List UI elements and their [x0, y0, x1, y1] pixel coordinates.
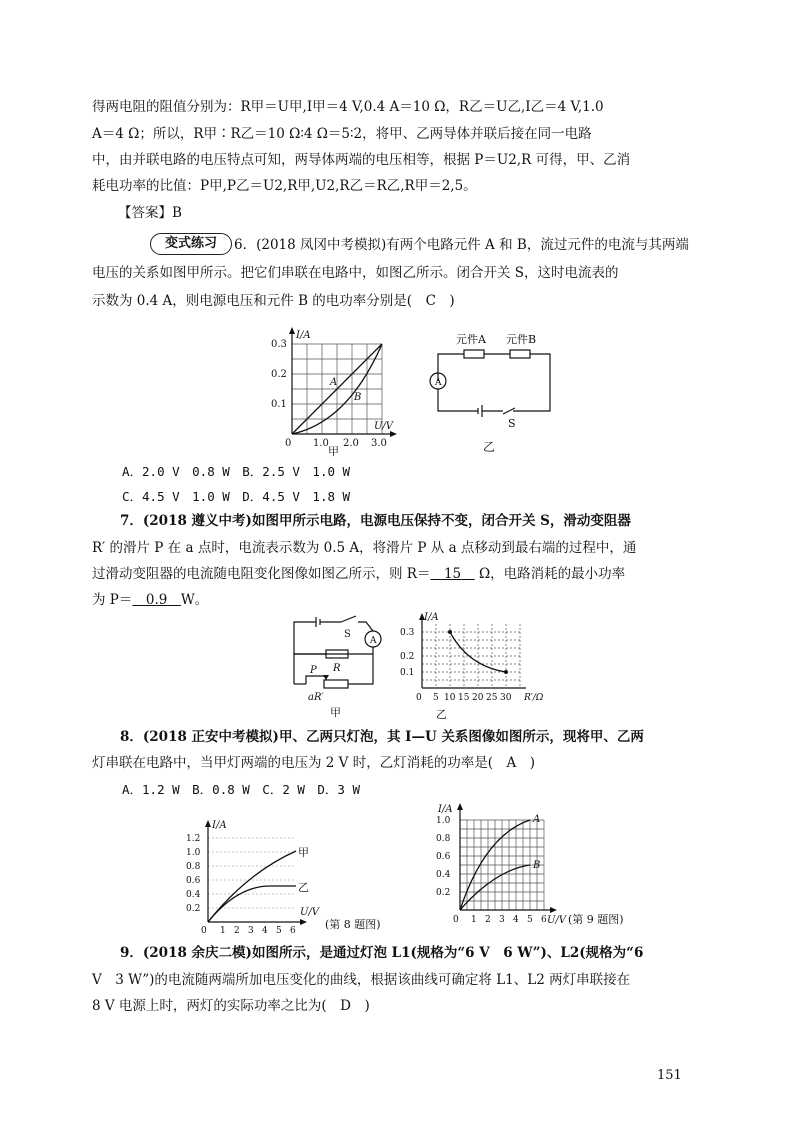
- switch-label: S: [508, 417, 516, 430]
- q7-line-1: 7．(2018 遵义中考)如图甲所示电路，电源电压保持不变，闭合开关 S，滑动变阻器: [120, 513, 631, 529]
- x-tick: 6: [541, 915, 547, 925]
- figure-caption: (第 8 题图): [325, 918, 381, 931]
- y-tick: 0.6: [186, 876, 201, 886]
- q9-line-2: V 3 W”)的电流随两端所加电压变化的曲线，根据该曲线可确定将 L1、L2 两灯串联接在: [92, 972, 631, 988]
- curve-yi-line: [208, 886, 296, 922]
- x-axis-label: U/V: [300, 907, 320, 918]
- curve-jia-label: 甲: [298, 846, 309, 859]
- x-tick: 2: [234, 926, 240, 936]
- y-axis-label: I/A: [212, 820, 227, 831]
- solution-line-4: 耗电功率的比值：P甲,P乙＝U2,R甲,U2,R乙＝R乙,R甲＝2,5。: [92, 178, 477, 194]
- curve-yi-label: 乙: [298, 881, 309, 894]
- q6-line-2: 电压的关系如图甲所示。把它们串联在电路中，如图乙所示。闭合开关 S，这时电流表的: [92, 265, 619, 281]
- y-axis-label: I/A: [296, 330, 311, 341]
- y-axis-label: I/A: [438, 804, 453, 815]
- curve-b-label: B: [533, 860, 541, 871]
- q7-line-4: 为 P＝ 0.9 W。: [92, 592, 209, 608]
- q6-options-1: A．2.0 V 0.8 W B．2.5 V 1.0 W: [122, 464, 351, 479]
- origin-label: 0: [201, 926, 207, 936]
- y-tick: 1.2: [186, 834, 201, 844]
- y-tick: 0.2: [186, 904, 201, 914]
- x-tick: 10: [444, 693, 456, 703]
- x-tick: 1.0: [313, 438, 329, 449]
- q6-graph: [268, 322, 398, 457]
- ammeter-label: A: [435, 378, 442, 388]
- element-a-label: 元件A: [456, 333, 486, 346]
- x-axis-label: R′/Ω: [524, 693, 544, 703]
- q9-line-3: 8 V 电源上时，两灯的实际功率之比为( D ): [92, 998, 370, 1014]
- x-tick: 4: [513, 915, 519, 925]
- curve-b-label: B: [354, 392, 362, 403]
- x-tick: 3: [499, 915, 505, 925]
- q7-blank-p: 0.9: [145, 592, 168, 608]
- practice-tag: 变式练习: [150, 233, 232, 255]
- y-tick: 1.0: [436, 816, 451, 826]
- y-tick: 0.2: [400, 652, 415, 662]
- element-b-label: 元件B: [506, 333, 537, 346]
- q7-line-3: 过滑动变阻器的电流随电阻变化图像如图乙所示，则 R＝ 15 Ω，电路消耗的最小功率: [92, 566, 626, 582]
- x-axis-label: U/V: [547, 915, 567, 926]
- figure-caption: 乙: [436, 708, 447, 721]
- y-tick: 0.2: [436, 888, 451, 898]
- y-tick: 0.8: [186, 862, 201, 872]
- y-tick: 0.4: [436, 870, 451, 880]
- x-tick: 5: [433, 693, 439, 703]
- y-tick: 1.0: [186, 848, 201, 858]
- x-tick: 25: [486, 693, 498, 703]
- q8-graph: [182, 818, 402, 936]
- switch-label: S: [344, 629, 351, 640]
- origin-label: 0: [285, 438, 292, 449]
- q8-line-2: 灯串联在电路中，当甲灯两端的电压为 2 V 时，乙灯消耗的功率是( A ): [92, 755, 535, 771]
- q6-line-3: 示数为 0.4 A，则电源电压和元件 B 的电功率分别是( C ): [92, 293, 455, 309]
- figure-caption: 乙: [483, 440, 496, 454]
- q6-circuit: [428, 326, 558, 458]
- q9-line-1: 9．(2018 余庆二模)如图所示，是通过灯泡 L1(规格为“6 V 6 W”)、L2(规格为“6: [120, 945, 644, 961]
- y-tick: 0.1: [271, 399, 287, 410]
- slider-label: P: [310, 665, 317, 676]
- y-tick: 0.1: [400, 668, 415, 678]
- y-tick: 0.6: [436, 852, 451, 862]
- x-tick: 2.0: [343, 438, 359, 449]
- resistor-label: R: [333, 663, 341, 674]
- x-tick: 5: [276, 926, 282, 936]
- origin-label: 0: [453, 915, 459, 925]
- figure-caption: 甲: [328, 445, 339, 457]
- q7-blank-r: 15: [443, 566, 462, 582]
- x-tick: 3: [248, 926, 254, 936]
- y-axis-label: I/A: [424, 612, 439, 623]
- solution-line-3: 中，由并联电路的电压特点可知，两导体两端的电压相等，根据 P＝U2,R 可得，甲、乙消: [92, 152, 631, 168]
- figure-caption: 甲: [330, 706, 341, 719]
- ammeter-label: A: [370, 636, 377, 646]
- x-tick: 20: [472, 693, 484, 703]
- rheostat-label: aR′: [308, 692, 324, 703]
- start-point: [448, 630, 452, 634]
- curve-a-label: A: [330, 377, 338, 388]
- x-tick: 15: [458, 693, 470, 703]
- x-axis-label: U/V: [374, 421, 394, 432]
- y-tick: 0.8: [436, 834, 451, 844]
- x-tick: 4: [262, 926, 268, 936]
- q6-line-1: 6．(2018 凤冈中考模拟)有两个电路元件 A 和 B，流过元件的电流与其两端: [234, 237, 689, 253]
- q8-line-1: 8．(2018 正安中考模拟)甲、乙两只灯泡，其 I—U 关系图像如图所示，现将甲、乙两: [120, 729, 644, 745]
- page-number: 151: [657, 1068, 682, 1083]
- answer-label: 【答案】B: [118, 205, 182, 221]
- q7-graph: [396, 608, 556, 734]
- q8-options: A．1.2 W B．0.8 W C．2 W D．3 W: [122, 782, 361, 797]
- q6-options-2: C．4.5 V 1.0 W D．4.5 V 1.8 W: [122, 489, 351, 504]
- x-tick: 3.0: [371, 438, 387, 449]
- q7-line-2: R′ 的滑片 P 在 a 点时，电流表示数为 0.5 A，将滑片 P 从 a 点移动到最右端的过程中，通: [92, 540, 637, 556]
- figure-caption: (第 9 题图): [568, 913, 624, 926]
- q7-circuit: [286, 614, 386, 726]
- x-tick: 6: [290, 926, 296, 936]
- x-tick: 5: [527, 915, 533, 925]
- origin-label: 0: [416, 693, 422, 703]
- end-point: [504, 670, 508, 674]
- y-tick: 0.4: [186, 890, 201, 900]
- q9-graph: [430, 800, 660, 938]
- x-tick: 1: [471, 915, 477, 925]
- curve-a-label: A: [533, 814, 541, 825]
- y-tick: 0.3: [271, 339, 287, 350]
- y-tick: 0.3: [400, 628, 415, 638]
- x-tick: 1: [220, 926, 226, 936]
- y-tick: 0.2: [271, 369, 287, 380]
- solution-line-1: 得两电阻的阻值分别为：R甲＝U甲,I甲＝4 V,0.4 A＝10 Ω，R乙＝U乙,I乙＝4 V,1.0: [92, 99, 604, 115]
- x-tick: 30: [500, 693, 512, 703]
- x-tick: 2: [485, 915, 491, 925]
- solution-line-2: A＝4 Ω；所以，R甲∶R乙＝10 Ω∶4 Ω＝5∶2，将甲、乙两导体并联后接在同一电路: [92, 126, 592, 142]
